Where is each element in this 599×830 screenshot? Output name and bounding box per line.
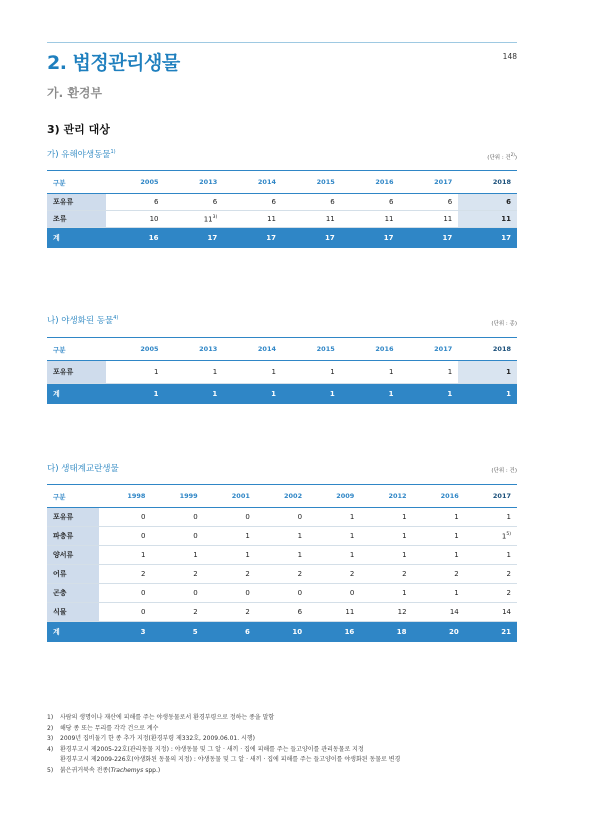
cell: 6 <box>223 194 282 211</box>
footnote-text: 사람의 생명이나 재산에 피해를 주는 야생동물로서 환경부령으로 정하는 종을 말함 <box>60 714 275 721</box>
footnote-text <box>60 766 160 777</box>
header-cell: 2018 <box>458 171 517 194</box>
header-cell: 2016 <box>413 485 465 508</box>
cell: 12 <box>360 603 412 622</box>
header-cell: 2018 <box>458 338 517 361</box>
table1-unit-note: 2) <box>510 152 515 157</box>
cell: 6 <box>458 194 517 211</box>
cell: 1 <box>223 361 282 384</box>
table1-unit-close: ) <box>514 154 517 161</box>
footnote-text: 환경부고시 제2005-22호(관리동물 지정) : 야생동물 및 그 알 · 새끼 · 집에 피해를 주는 들고양이를 관리동물로 지정 <box>60 745 364 753</box>
cell: 1 <box>465 508 517 527</box>
total-cell: 6 <box>204 622 256 643</box>
cell: 2 <box>413 565 465 584</box>
cell-note: 5) <box>506 531 511 537</box>
total-cell: 21 <box>465 622 517 643</box>
footnote-number: 5) <box>47 766 54 774</box>
cell: 1 <box>308 527 360 546</box>
footnote <box>47 724 517 735</box>
cell: 2 <box>99 565 151 584</box>
header-cell: 2014 <box>223 171 282 194</box>
total-cell: 17 <box>165 228 224 249</box>
table3-title: 다) 생태계교란생물 <box>47 464 119 474</box>
header-cell: 2012 <box>360 485 412 508</box>
footnote-number: 2) <box>47 724 54 732</box>
cell-value: 11 <box>203 215 213 224</box>
cell: 2 <box>256 565 308 584</box>
cell: 2 <box>151 565 203 584</box>
cell: 0 <box>256 508 308 527</box>
header-cell: 2005 <box>106 171 165 194</box>
total-row <box>47 384 517 405</box>
total-cell: 16 <box>308 622 360 643</box>
row-label: 조류 <box>47 211 106 228</box>
total-cell: 10 <box>256 622 308 643</box>
cell: 2 <box>204 603 256 622</box>
cell: 1 <box>204 546 256 565</box>
table-invasive-species <box>47 484 517 642</box>
header-cell: 1998 <box>99 485 151 508</box>
header-cell: 2017 <box>400 338 459 361</box>
page-number: 148 <box>502 52 517 61</box>
row-label: 포유류 <box>47 194 106 211</box>
table3-unit: (단위 : 건) <box>491 468 517 474</box>
cell: 6 <box>282 194 341 211</box>
cell: 11 <box>308 603 360 622</box>
footnote <box>47 713 517 724</box>
cell: 6 <box>400 194 459 211</box>
cell: 0 <box>99 527 151 546</box>
footnote-text-prefix: 붉은귀거북속 전종( <box>60 766 111 774</box>
cell: 6 <box>256 603 308 622</box>
cell: 6 <box>106 194 165 211</box>
cell-value: 1 <box>501 532 507 541</box>
header-cell: 2017 <box>465 485 517 508</box>
table-header-row <box>47 171 517 194</box>
table2-title-note: 4) <box>113 315 119 322</box>
header-cell: 1999 <box>151 485 203 508</box>
total-cell: 1 <box>223 384 282 405</box>
header-cell: 2017 <box>400 171 459 194</box>
footnote-continuation <box>47 755 517 766</box>
cell: 0 <box>99 603 151 622</box>
table2-title-text: 나) 야생화된 동물 <box>47 316 114 326</box>
table-row <box>47 565 517 584</box>
header-rule <box>47 42 517 43</box>
cell-note: 3) <box>212 214 218 220</box>
row-label: 포유류 <box>47 508 99 527</box>
header-cell: 2013 <box>165 171 224 194</box>
cell: 14 <box>413 603 465 622</box>
cell: 11 <box>223 211 282 228</box>
total-cell: 17 <box>400 228 459 249</box>
table2-title <box>47 314 118 326</box>
subheading: 가. 환경부 <box>47 86 103 100</box>
total-cell: 20 <box>413 622 465 643</box>
cell: 1 <box>360 527 412 546</box>
table1-title-text: 가) 유해야생동물 <box>47 150 111 160</box>
cell: 2 <box>465 565 517 584</box>
cell: 0 <box>151 527 203 546</box>
cell: 10 <box>106 211 165 228</box>
total-cell: 1 <box>458 384 517 405</box>
cell: 2 <box>308 565 360 584</box>
header-cell: 2014 <box>223 338 282 361</box>
table-harmful-wildlife <box>47 170 517 248</box>
cell: 1 <box>151 546 203 565</box>
cell: 0 <box>151 508 203 527</box>
cell: 2 <box>204 565 256 584</box>
row-label: 어류 <box>47 565 99 584</box>
cell: 1 <box>308 546 360 565</box>
table1-unit <box>440 152 517 161</box>
footnote-number: 1) <box>47 714 54 721</box>
row-label: 양서류 <box>47 546 99 565</box>
footnote-number: 3) <box>47 735 54 742</box>
cell: 1 <box>341 361 400 384</box>
footnote <box>47 734 517 745</box>
table-row <box>47 527 517 546</box>
cell: 0 <box>308 584 360 603</box>
total-cell: 5 <box>151 622 203 643</box>
footnote <box>47 745 517 756</box>
cell-with-note <box>165 211 224 228</box>
cell: 1 <box>413 527 465 546</box>
cell: 1 <box>308 508 360 527</box>
cell: 1 <box>413 546 465 565</box>
footnote-number: 4) <box>47 745 54 753</box>
footnote-text: 환경부고시 제2009-226호(야생화된 동물의 지정) : 야생동물 및 그 알 · 새끼 · 집에 피해를 주는 들고양이를 야생화된 동물로 변경 <box>60 756 401 763</box>
footnote-text-suffix: spp.) <box>143 766 161 774</box>
cell: 11 <box>341 211 400 228</box>
footnotes <box>47 713 517 776</box>
total-label: 계 <box>47 622 99 643</box>
table-row <box>47 584 517 603</box>
cell: 0 <box>151 584 203 603</box>
cell: 1 <box>360 546 412 565</box>
total-cell: 16 <box>106 228 165 249</box>
total-cell: 17 <box>458 228 517 249</box>
cell: 1 <box>256 546 308 565</box>
header-cell: 구분 <box>47 485 99 508</box>
total-row <box>47 622 517 643</box>
row-label: 포유류 <box>47 361 106 384</box>
footnote-text: 2009년 집비둘기 한 종 추가 지정(환경부령 제332호, 2009.06.01. 시행) <box>60 735 255 742</box>
total-cell: 17 <box>282 228 341 249</box>
cell: 11 <box>400 211 459 228</box>
header-cell: 2005 <box>106 338 165 361</box>
footnote-text-genus: Trachemys <box>110 766 144 774</box>
table-row <box>47 508 517 527</box>
cell: 1 <box>458 361 517 384</box>
total-cell: 3 <box>99 622 151 643</box>
table-feral-animals <box>47 337 517 404</box>
cell: 0 <box>204 584 256 603</box>
cell: 2 <box>360 565 412 584</box>
cell: 1 <box>360 508 412 527</box>
table-header-row <box>47 338 517 361</box>
header-cell: 2016 <box>341 338 400 361</box>
cell: 1 <box>465 546 517 565</box>
table-row <box>47 211 517 228</box>
cell: 1 <box>99 546 151 565</box>
cell: 1 <box>400 361 459 384</box>
header-cell: 구분 <box>47 171 106 194</box>
total-row <box>47 228 517 249</box>
header-cell: 2013 <box>165 338 224 361</box>
cell: 0 <box>204 508 256 527</box>
chapter-title: 2. 법정관리생물 <box>47 52 180 74</box>
table1-unit-text: (단위 : 건 <box>487 154 511 161</box>
table-row <box>47 603 517 622</box>
cell: 2 <box>465 584 517 603</box>
header-cell: 2015 <box>282 171 341 194</box>
total-cell: 18 <box>360 622 412 643</box>
cell: 11 <box>282 211 341 228</box>
cell: 1 <box>204 527 256 546</box>
table1-title <box>47 148 116 160</box>
header-cell: 구분 <box>47 338 106 361</box>
row-label: 식물 <box>47 603 99 622</box>
total-cell: 1 <box>106 384 165 405</box>
cell: 0 <box>99 508 151 527</box>
cell: 6 <box>341 194 400 211</box>
cell: 0 <box>256 584 308 603</box>
footnote <box>47 766 517 777</box>
row-label: 파충류 <box>47 527 99 546</box>
cell: 6 <box>165 194 224 211</box>
header-cell: 2009 <box>308 485 360 508</box>
table2-unit: (단위 : 종) <box>491 321 517 327</box>
cell: 11 <box>458 211 517 228</box>
cell: 0 <box>99 584 151 603</box>
total-cell: 17 <box>341 228 400 249</box>
total-cell: 1 <box>282 384 341 405</box>
table1-title-note: 1) <box>110 149 116 156</box>
total-cell: 17 <box>223 228 282 249</box>
total-label: 계 <box>47 384 106 405</box>
footnote-text: 해당 종 또는 무리를 각각 건으로 계수 <box>60 724 159 732</box>
cell: 1 <box>413 508 465 527</box>
total-cell: 1 <box>341 384 400 405</box>
total-cell: 1 <box>400 384 459 405</box>
total-label: 계 <box>47 228 106 249</box>
header-cell: 2016 <box>341 171 400 194</box>
cell: 14 <box>465 603 517 622</box>
section-title: 3) 관리 대상 <box>47 123 110 136</box>
table-row <box>47 546 517 565</box>
total-cell: 1 <box>165 384 224 405</box>
cell: 2 <box>151 603 203 622</box>
cell: 1 <box>413 584 465 603</box>
table-row <box>47 361 517 384</box>
row-label: 곤충 <box>47 584 99 603</box>
table-row <box>47 194 517 211</box>
cell: 1 <box>165 361 224 384</box>
header-cell: 2002 <box>256 485 308 508</box>
cell: 1 <box>360 584 412 603</box>
cell: 1 <box>282 361 341 384</box>
cell-with-note <box>465 527 517 546</box>
header-cell: 2015 <box>282 338 341 361</box>
cell: 1 <box>106 361 165 384</box>
table-header-row <box>47 485 517 508</box>
cell: 1 <box>256 527 308 546</box>
header-cell: 2001 <box>204 485 256 508</box>
